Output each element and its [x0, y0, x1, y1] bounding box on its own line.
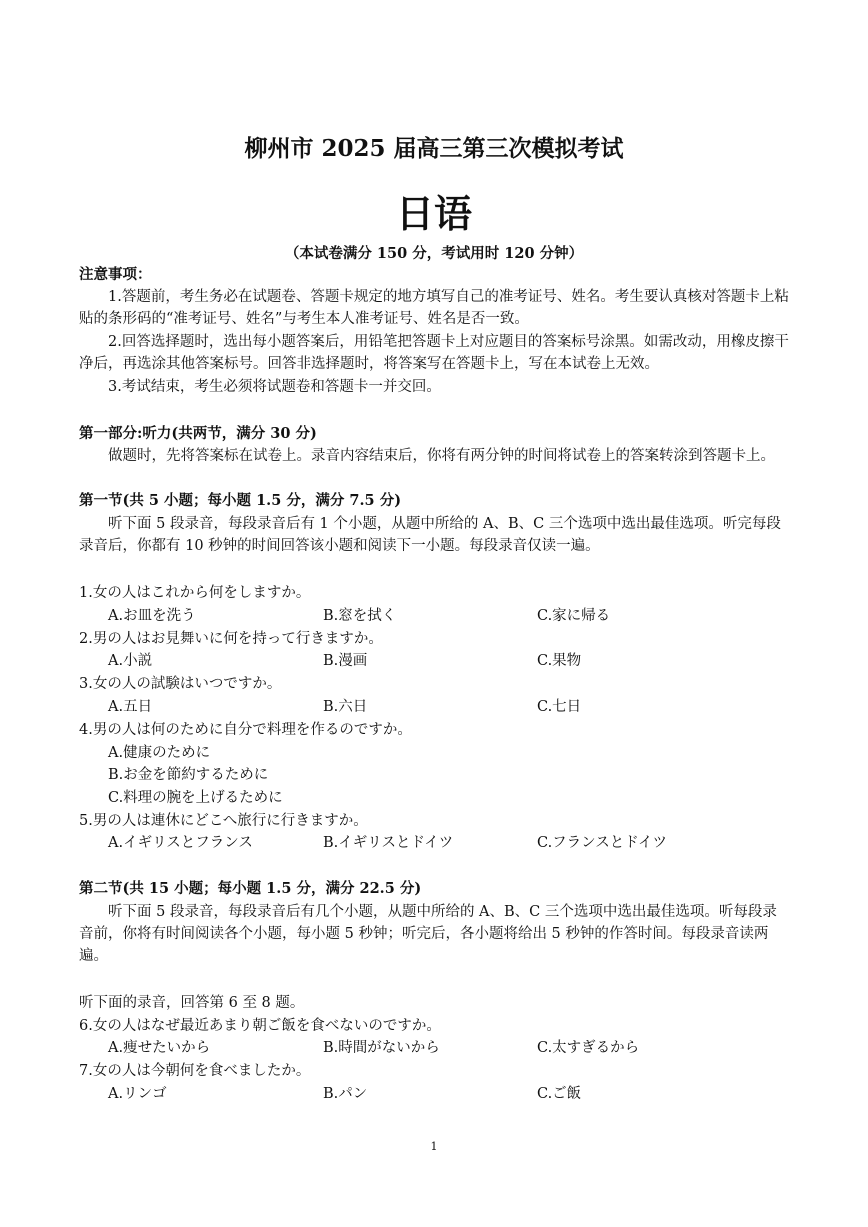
question-3-option-a: A.五日	[108, 699, 153, 715]
question-5-option-b: B.イギリスとドイツ	[323, 835, 454, 851]
question-2-option-a: A.小説	[108, 653, 153, 669]
question-7: 7.女の人は今朝何を食べましたか。	[79, 1063, 311, 1079]
question-7-option-c: C.ご飯	[537, 1086, 582, 1102]
notice-item-3: 3.考试结束，考生必须将试题卷和答题卡一并交回。	[108, 379, 441, 395]
notice-item-1: 1.答题前，考生务必在试题卷、答题卡规定的地方填写自己的准考证号、姓名。考生要认真核对答题卡上粘贴的条形码的“准考证号、姓名”与考生本人准考证号、姓名是否一致。	[79, 289, 789, 327]
score-time-note: （本试卷满分 150 分，考试用时 120 分钟）	[284, 245, 584, 262]
question-5: 5.男の人は連休にどこへ旅行に行きますか。	[79, 813, 368, 829]
subject-title: 日语	[395, 191, 472, 236]
question-6-option-c: C.太すぎるから	[537, 1040, 640, 1056]
question-6: 6.女の人はなぜ最近あまり朝ご飯を食べないのですか。	[79, 1018, 441, 1034]
question-1-option-b: B.窓を拭く	[323, 608, 397, 624]
question-2-option-c: C.果物	[537, 653, 582, 669]
question-7-option-a: A.リンゴ	[108, 1086, 167, 1102]
part1-heading: 第一部分:听力(共两节，满分 30 分)	[79, 425, 317, 442]
question-2: 2.男の人はお見舞いに何を持って行きますか。	[79, 631, 383, 647]
question-4-option-b: B.お金を節約するために	[108, 767, 269, 783]
section2-heading: 第二节(共 15 小题；每小题 1.5 分，满分 22.5 分)	[79, 880, 422, 897]
question-4-option-a: A.健康のために	[108, 745, 211, 761]
exam-title: 柳州市 2025 届高三第三次模拟考试	[244, 135, 624, 162]
section1-heading: 第一节(共 5 小题；每小题 1.5 分，满分 7.5 分)	[79, 492, 402, 509]
question-5-option-a: A.イギリスとフランス	[108, 835, 253, 851]
question-4-option-c: C.料理の腕を上げるために	[108, 790, 283, 806]
section1-intro: 听下面 5 段录音，每段录音后有 1 个小题，从题中所给的 A、B、C 三个选项中选出最佳选项。听完每段录音后，你都有 10 秒钟的时间回答该小题和阅读下一小题。每段录音仅读一遍。	[79, 516, 781, 554]
question-2-option-b: B.漫画	[323, 653, 368, 669]
question-6-option-a: A.痩せたいから	[108, 1040, 211, 1056]
notice-item-2: 2.回答选择题时，选出每小题答案后，用铅笔把答题卡上对应题目的答案标号涂黑。如需改动，用橡皮擦干净后，再选涂其他答案标号。回答非选择题时，将答案写在答题卡上，写在本试卷上无效。	[79, 334, 789, 372]
question-1: 1.女の人はこれから何をしますか。	[79, 585, 311, 601]
section2-intro: 听下面 5 段录音，每段录音后有几个小题，从题中所给的 A、B、C 三个选项中选出最佳选项。听每段录音前，你将有时间阅读各个小题，每小题 5 秒钟；听完后，各小题将给出 5 秒钟的作答时间。每段录音读两遍。	[79, 904, 777, 964]
part1-intro: 做题时，先将答案标在试卷上。录音内容结束后，你将有两分钟的时间将试卷上的答案转涂到答题卡上。	[108, 448, 775, 464]
page-number: 1	[430, 1140, 438, 1153]
question-4: 4.男の人は何のために自分で料理を作るのですか。	[79, 722, 412, 738]
question-3-option-c: C.七日	[537, 699, 582, 715]
question-6-option-b: B.時間がないから	[323, 1040, 440, 1056]
question-3-option-b: B.六日	[323, 699, 368, 715]
question-7-option-b: B.パン	[323, 1086, 368, 1102]
question-1-option-c: C.家に帰る	[537, 608, 611, 624]
question-5-option-c: C.フランスとドイツ	[537, 835, 668, 851]
question-3: 3.女の人の試験はいつですか。	[79, 676, 282, 692]
notice-heading: 注意事项：	[79, 266, 152, 283]
group-intro-6-8: 听下面的录音，回答第 6 至 8 题。	[79, 995, 305, 1011]
question-1-option-a: A.お皿を洗う	[108, 608, 196, 624]
